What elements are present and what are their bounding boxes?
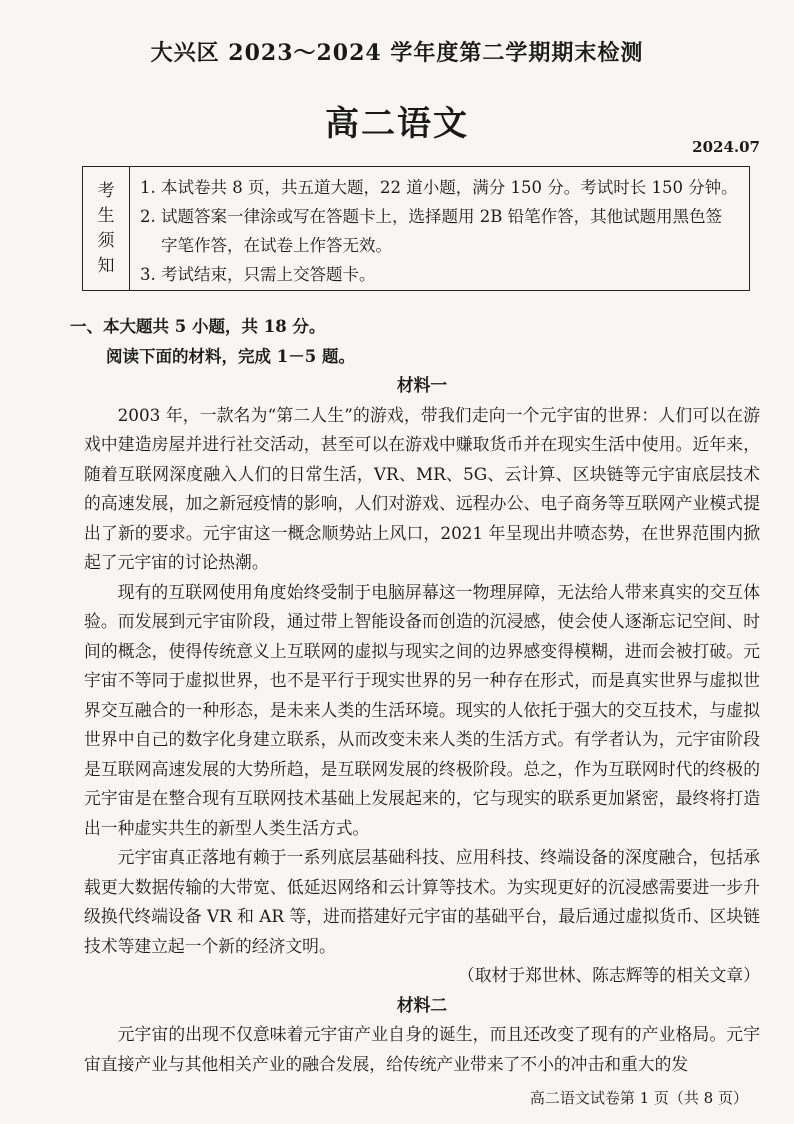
- subject-title: 高二语文: [325, 104, 469, 144]
- candidate-notice-box: [82, 166, 750, 291]
- reading-instruction: 阅读下面的材料，完成 1－5 题。: [106, 346, 355, 366]
- page-footer: 高二语文试卷第 1 页（共 8 页）: [529, 1089, 748, 1107]
- notice-item-2: 2. 试题答案一律涂或写在答题卡上，选择题用 2B 铅笔作答，其他试题用黑色签: [140, 207, 723, 226]
- exam-title: 大兴区 2023～2024 学年度第二学期期末检测: [150, 40, 644, 66]
- notice-items: [130, 167, 749, 290]
- material-1-paragraph-2: 现有的互联网使用角度始终受制于电脑屏幕这一物理屏障，无法给人带来真实的交互体验。而发展到元宇宙阶段，通过带上智能设备而创造的沉浸感，使会使人逐渐忘记空间、时间的概念，使得传统意义上互联网的虚拟与现实之间的边界感变得模糊，进而会被打破。元宇宙不等同于虚拟世界，也不是平行于现实世界的另一种存在形式，而是真实世界与虚拟世界交互融合的一种形态，是未来人类的生活环境。现实的人依托于强大的交互技术，与虚拟世界中自己的数字化身建立联系，从而改变未来人类的生活方式。有学者认为，元宇宙阶段是互联网高速发展的大势所趋，是互联网发展的终极阶段。总之，作为互联网时代的终极的元宇宙是在整合现有互联网技术基础上发展起来的，它与现实的联系更加紧密，最终将打造出一种虚实共生的新型人类生活方式。: [84, 581, 760, 838]
- material-1-paragraph-1: 2003 年，一款名为“第二人生”的游戏，带我们走向一个元宇宙的世界：人们可以在游戏中建造房屋并进行社交活动，甚至可以在游戏中赚取货币并在现实生活中使用。近年来，随着互联网深度融入人们的日常生活，VR、MR、5G、云计算、区块链等元宇宙底层技术的高速发展，加之新冠疫情的影响，人们对游戏、远程办公、电子商务等互联网产业模式提出了新的要求。元宇宙这一概念顺势站上风口，2021 年呈现出井喷态势，在世界范围内掀起了元宇宙的讨论热潮。: [84, 404, 760, 572]
- material-1-source: （取材于郑世林、陈志辉等的相关文章）: [457, 965, 760, 985]
- material-2-paragraph-1: 元宇宙的出现不仅意味着元宇宙产业自身的诞生，而且还改变了现有的产业格局。元宇宙直接产业与其他相关产业的融合发展，给传统产业带来了不小的冲击和重大的发: [84, 1024, 760, 1074]
- notice-label: [83, 167, 130, 290]
- section-heading: 一、本大题共 5 小题，共 18 分。: [70, 317, 326, 336]
- exam-date: 2024.07: [692, 138, 760, 156]
- material-1-title: 材料一: [396, 375, 448, 395]
- notice-item-2-continued: 字笔作答，在试卷上作答无效。: [161, 236, 392, 255]
- notice-item-3: 3. 考试结束，只需上交答题卡。: [140, 265, 376, 284]
- notice-item-1: 1. 本试卷共 8 页，共五道大题，22 道小题，满分 150 分。考试时长 150 分钟。: [140, 178, 738, 197]
- material-1-paragraph-3: 元宇宙真正落地有赖于一系列底层基础科技、应用科技、终端设备的深度融合，包括承载更大数据传输的大带宽、低延迟网络和云计算等技术。为实现更好的沉浸感需要进一步升级换代终端设备 VR 和 AR 等，进而搭建好元宇宙的基础平台，最后通过虚拟货币、区块链技术等建立起一个新的经济文明。: [84, 847, 760, 956]
- notice-label-char: 生: [97, 205, 115, 226]
- notice-label-char: 须: [97, 230, 115, 251]
- notice-label-char: 考: [97, 180, 115, 201]
- notice-label-char: 知: [97, 255, 115, 276]
- main-content: [70, 312, 760, 1079]
- material-2-title: 材料二: [396, 994, 448, 1015]
